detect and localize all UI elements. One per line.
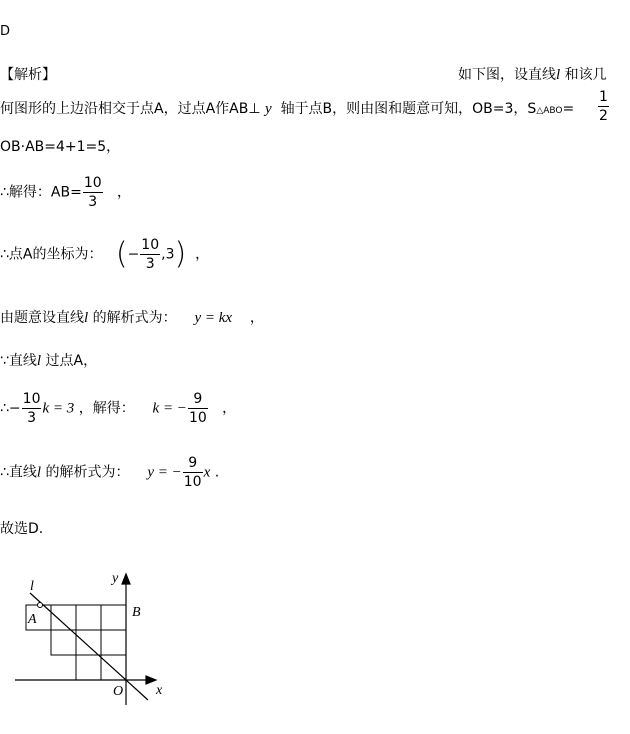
analysis-header: 【解析】 (0, 67, 56, 83)
grid-cell (51, 630, 76, 655)
analysis-line-3: OB·AB=4+1=5， (0, 139, 121, 155)
grid-cell (101, 605, 126, 630)
grid-cell (76, 630, 101, 655)
label-l: l (30, 579, 34, 594)
grid-cell (101, 630, 126, 655)
step-point-a-coordinates: ∴点A的坐标为： (− $\frac{10}{3}$ ,3) ， (0, 236, 210, 272)
geometry-figure (0, 560, 200, 710)
point-a (38, 603, 43, 608)
step-line-through-a: ∵直线l 过点A， (0, 353, 98, 369)
label-x: x (156, 683, 163, 698)
grid-cell (76, 655, 101, 680)
grid-cell (76, 605, 101, 630)
label-y: y (112, 571, 119, 586)
step-solve-k: ∴− $\frac{10}{3}$ k = 3 ，解得： k = − $\frac{9}{10}$ ， (0, 391, 237, 426)
step-line-assumption: 由题意设直线l 的解析式为： y = kx ， (0, 310, 264, 326)
x-axis-arrow (146, 676, 156, 684)
answer-letter: D (0, 24, 11, 39)
half-fraction: $\frac{1}{2}$ (599, 89, 608, 124)
label-o: O (113, 684, 124, 699)
label-b: B (132, 605, 141, 620)
conclusion: 故选D. (0, 521, 44, 537)
line-l (30, 593, 148, 700)
grid-cell (51, 605, 76, 630)
analysis-line-2: 何图形的上边沿相交于点A，过点A作AB⊥ y 轴于点B，则由图和题意可知，OB=3，S△ABO= (0, 101, 575, 117)
step-final-equation: ∴直线l 的解析式为： y = − $\frac{9}{10}$ x . (0, 455, 220, 490)
label-a: A (28, 612, 37, 627)
analysis-intro: 如下图，设直线l 和该几 (458, 67, 607, 83)
step-ab-length: ∴解得：AB= $\frac{10}{3}$ ， (0, 175, 132, 210)
y-axis-arrow (122, 574, 130, 584)
